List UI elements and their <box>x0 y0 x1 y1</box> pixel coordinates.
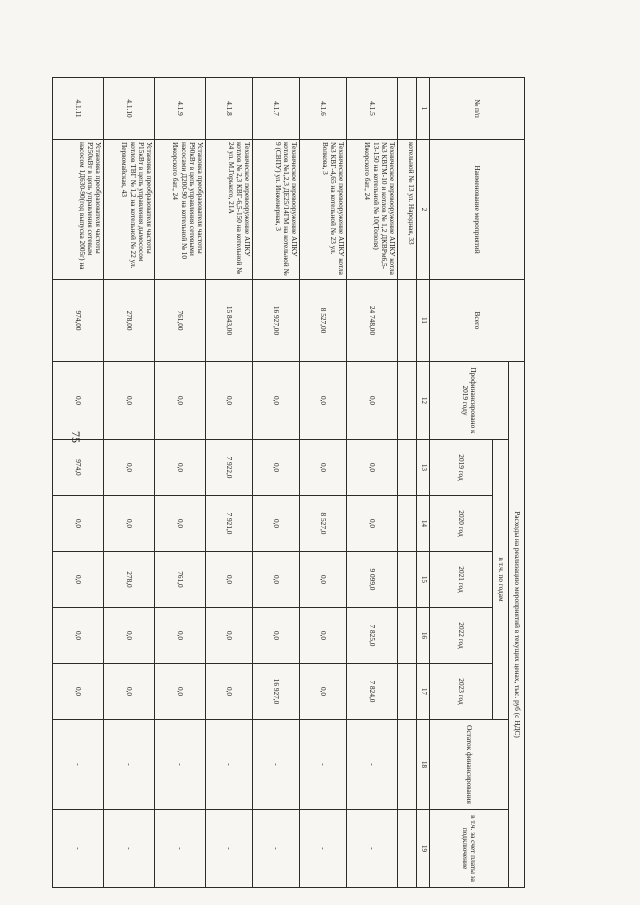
expenses-table <box>52 77 525 888</box>
col-number: 14 <box>417 496 430 552</box>
cell-2022 <box>398 608 417 664</box>
cell-fee: - <box>155 810 206 888</box>
table-row <box>53 78 104 888</box>
cell-prefunded: 0,0 <box>155 362 206 440</box>
cell-2021: 0,0 <box>206 552 253 608</box>
cell-2023: 16 927,0 <box>253 664 300 720</box>
cell-remaining: - <box>253 720 300 810</box>
cell-2020: 0,0 <box>155 496 206 552</box>
table-row <box>155 78 206 888</box>
table-row <box>206 78 253 888</box>
header-prefunded: Профинансировано к 2019 году <box>430 362 509 440</box>
cell-2022: 0,0 <box>300 608 347 664</box>
cell-2021: 761,0 <box>155 552 206 608</box>
col-number: 2 <box>417 140 430 280</box>
cell-2020: 8 527,0 <box>300 496 347 552</box>
cell-remaining: - <box>53 720 104 810</box>
col-number: 12 <box>417 362 430 440</box>
cell-name: Техническое перевооружение АПКУ котла №3 КВГМ-10 и котлов № 1,2 ДКВРм6,5-13-150 на котельной № 10(Тополя) Ижорского бат., 24 <box>347 140 398 280</box>
column-numbers-row <box>417 78 430 888</box>
cell-2023: 0,0 <box>206 664 253 720</box>
cell-prefunded: 0,0 <box>253 362 300 440</box>
cell-fee: - <box>104 810 155 888</box>
cell-2022: 0,0 <box>53 608 104 664</box>
cell-2023: 0,0 <box>300 664 347 720</box>
cell-total: 15 843,00 <box>206 280 253 362</box>
cell-num: 4.1.10 <box>104 78 155 140</box>
cell-2021: 278,0 <box>104 552 155 608</box>
col-number: 15 <box>417 552 430 608</box>
header-2022: 2022 год <box>430 608 493 664</box>
table-row <box>347 78 398 888</box>
cell-total: 974,00 <box>53 280 104 362</box>
cell-name: Установка преобразователя частоты Р90кВт в цепь управления сетевыми насосами Д200-90 на котельной № 10 Ижорского бат., 24 <box>155 140 206 280</box>
cell-2022: 0,0 <box>104 608 155 664</box>
cell-2020: 0,0 <box>104 496 155 552</box>
cell-2021: 0,0 <box>300 552 347 608</box>
cell-2019: 974,0 <box>53 440 104 496</box>
cell-remaining: - <box>104 720 155 810</box>
cell-fee: - <box>53 810 104 888</box>
cell-2019: 7 922,0 <box>206 440 253 496</box>
cell-2023: 0,0 <box>53 664 104 720</box>
cell-total: 8 527,00 <box>300 280 347 362</box>
cell-num: 4.1.11 <box>53 78 104 140</box>
cell-name: Техническое перевооружение АПКУ котлов № 2,3 КВГ-6,5-150 на котельной № 24 ул. М.Горького, 21А <box>206 140 253 280</box>
header-2021: 2021 год <box>430 552 493 608</box>
cell-prefunded: 0,0 <box>206 362 253 440</box>
cell-2022: 0,0 <box>253 608 300 664</box>
cell-2019: 0,0 <box>104 440 155 496</box>
cell-2023: 0,0 <box>155 664 206 720</box>
header-2023: 2023 год <box>430 664 493 720</box>
cell-prefunded: 0,0 <box>104 362 155 440</box>
cell-2020: 0,0 <box>253 496 300 552</box>
cell-name: Установка преобразователя частоты Р250кВт в цепь управления сетевым насосом 1Д630-90(год выпуска 2005г) на <box>53 140 104 280</box>
cell-2019: 0,0 <box>155 440 206 496</box>
cell-2023: 0,0 <box>104 664 155 720</box>
cell-total: 278,00 <box>104 280 155 362</box>
cell-2019 <box>398 440 417 496</box>
cell-prefunded: 0,0 <box>53 362 104 440</box>
cell-2020: 7 921,0 <box>206 496 253 552</box>
cell-2023: 7 824,0 <box>347 664 398 720</box>
header-2019: 2019 год <box>430 440 493 496</box>
cell-total: 761,00 <box>155 280 206 362</box>
cell-remaining: - <box>155 720 206 810</box>
cell-num: 4.1.6 <box>300 78 347 140</box>
cell-name: Установка преобразователя частоты Р15кВт в цепь управления дымососом котлов ТВГ № 1,2 на котельной № 22 ул. Первомайская, 43 <box>104 140 155 280</box>
cell-name: Техническое перевооружение АПКУ котла №3 КВГ-4,65 на котельной № 23 ул. Волкова, 3 <box>300 140 347 280</box>
col-number: 1 <box>417 78 430 140</box>
cell-2021: 9 099,0 <box>347 552 398 608</box>
cell-num <box>398 78 417 140</box>
table-row <box>104 78 155 888</box>
cell-2019: 0,0 <box>300 440 347 496</box>
cell-2021: 0,0 <box>53 552 104 608</box>
cell-name: Техническое перевооружение АПКУ котлов №1,2,3 ДЕ25/14ГМ на котельной № 9 (СВПУ) ул. Инженерная, 3 <box>253 140 300 280</box>
cell-num: 4.1.5 <box>347 78 398 140</box>
cell-remaining: - <box>300 720 347 810</box>
cell-2020: 0,0 <box>347 496 398 552</box>
cell-2023 <box>398 664 417 720</box>
col-number: 17 <box>417 664 430 720</box>
cell-num: 4.1.9 <box>155 78 206 140</box>
cell-2022: 0,0 <box>206 608 253 664</box>
cell-prefunded: 0,0 <box>300 362 347 440</box>
cell-fee: - <box>300 810 347 888</box>
cell-2021: 0,0 <box>253 552 300 608</box>
cell-total: 16 927,00 <box>253 280 300 362</box>
cell-fee: - <box>206 810 253 888</box>
col-number: 13 <box>417 440 430 496</box>
cell-prefunded <box>398 362 417 440</box>
cell-remaining: - <box>206 720 253 810</box>
cell-prefunded: 0,0 <box>347 362 398 440</box>
cell-2021 <box>398 552 417 608</box>
table-row <box>398 78 417 888</box>
header-2020: 2020 год <box>430 496 493 552</box>
col-number: 18 <box>417 720 430 810</box>
cell-2020: 0,0 <box>53 496 104 552</box>
cell-fee <box>398 810 417 888</box>
header-num: № п/п <box>430 78 525 140</box>
col-number: 11 <box>417 280 430 362</box>
cell-2020 <box>398 496 417 552</box>
cell-2019: 0,0 <box>347 440 398 496</box>
page-number: 75 <box>69 431 83 443</box>
cell-total: 24 748,00 <box>347 280 398 362</box>
header-total: Всего <box>430 280 525 362</box>
header-name: Наименование мероприятий <box>430 140 525 280</box>
col-number: 16 <box>417 608 430 664</box>
cell-2019: 0,0 <box>253 440 300 496</box>
table-row <box>253 78 300 888</box>
cell-remaining: - <box>347 720 398 810</box>
table-row <box>300 78 347 888</box>
cell-fee: - <box>347 810 398 888</box>
cell-name: котельной № 13 ул. Народная, 33 <box>398 140 417 280</box>
header-remaining: Остаток финансирования <box>430 720 509 810</box>
cell-fee: - <box>253 810 300 888</box>
cell-2022: 7 825,0 <box>347 608 398 664</box>
header-incl-years: в т.ч. по годам <box>493 440 509 720</box>
cell-2022: 0,0 <box>155 608 206 664</box>
cell-num: 4.1.8 <box>206 78 253 140</box>
header-connection-fee: в т.ч. за счет платы за подключение <box>430 810 509 888</box>
cell-remaining <box>398 720 417 810</box>
cell-total <box>398 280 417 362</box>
cell-num: 4.1.7 <box>253 78 300 140</box>
col-number: 19 <box>417 810 430 888</box>
header-expenses-group: Расходы на реализацию мероприятий в текущих ценах, тыс. руб (с НДС) <box>509 362 525 888</box>
